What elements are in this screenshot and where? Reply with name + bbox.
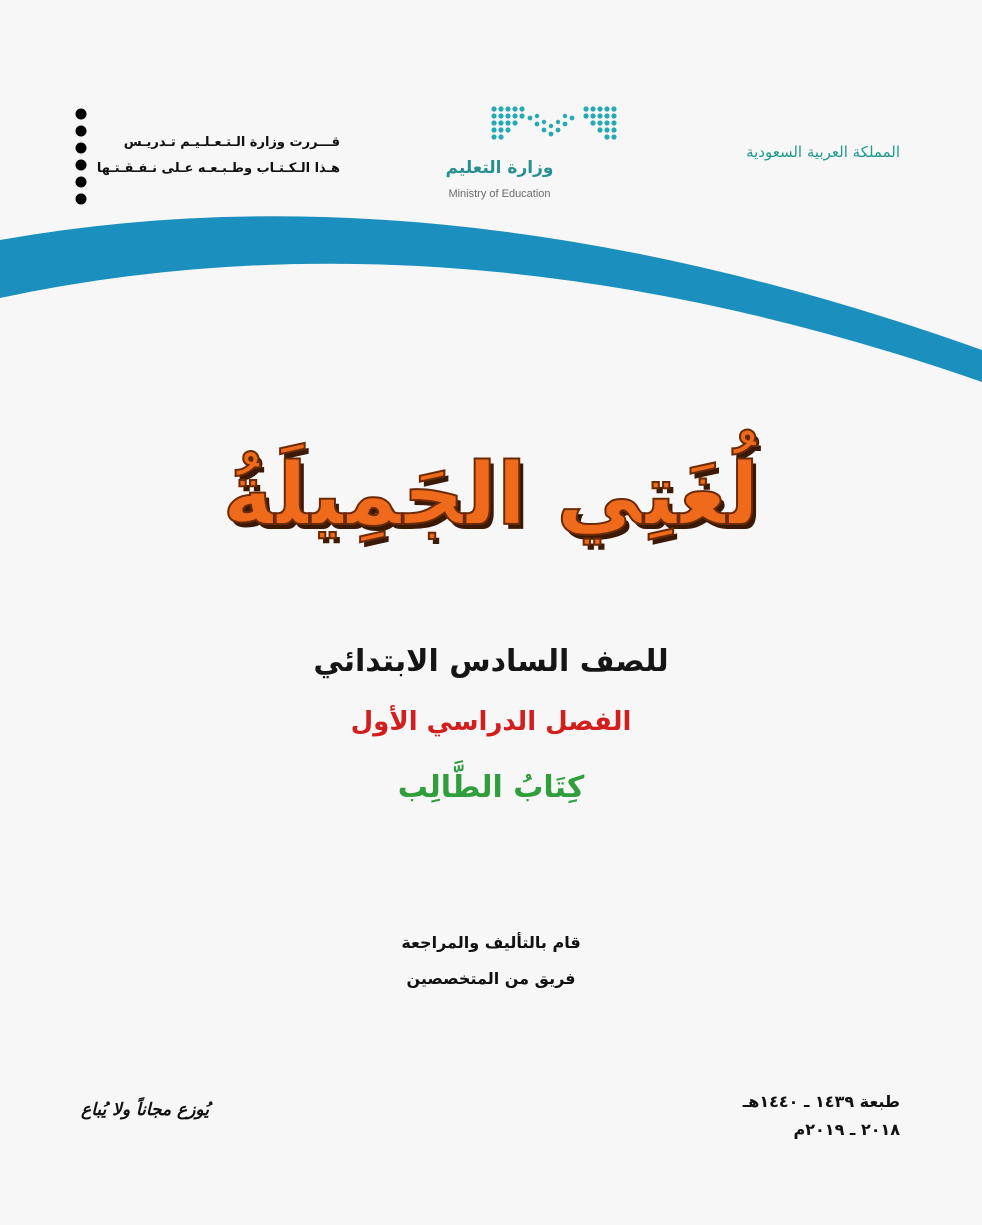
edition-gregorian: ٢٠١٨ ـ ٢٠١٩م bbox=[793, 1120, 900, 1139]
grade-level: للصف السادس الابتدائي bbox=[313, 644, 669, 679]
ministry-logo-dots-icon bbox=[490, 104, 622, 144]
book-title: لُغَتِي الجَمِيلَةُ bbox=[222, 445, 760, 545]
credits-line-2: فريق من المتخصصين bbox=[406, 969, 576, 988]
edition-info bbox=[700, 1088, 900, 1144]
ministry-decision-note bbox=[95, 130, 340, 182]
semester: الفصل الدراسي الأول bbox=[350, 707, 632, 737]
kingdom-name: المملكة العربية السعودية bbox=[746, 143, 900, 161]
credits-line-1: قام بالتأليف والمراجعة bbox=[401, 933, 581, 952]
decision-line-1: قـــررت وزارة الـتـعـلـيـم تـدريـس bbox=[123, 135, 340, 150]
edition-hijri: طبعة ١٤٣٩ ـ ١٤٤٠هـ bbox=[742, 1092, 900, 1111]
decision-line-2: هـذا الـكـتـاب وطـبـعـه عـلى نـفـقـتـها bbox=[96, 161, 340, 176]
book-type: كِتَابُ الطَّالِب bbox=[397, 770, 585, 805]
ministry-name-english: Ministry of Education bbox=[448, 188, 551, 200]
authoring-credits bbox=[0, 925, 982, 997]
ministry-logo bbox=[420, 100, 630, 210]
bullet-dots-icon bbox=[74, 107, 88, 207]
ministry-name-arabic: وزارة التعليم bbox=[445, 158, 554, 178]
free-distribution-note: يُوزع مجاناً ولا يُباع bbox=[81, 1100, 209, 1120]
